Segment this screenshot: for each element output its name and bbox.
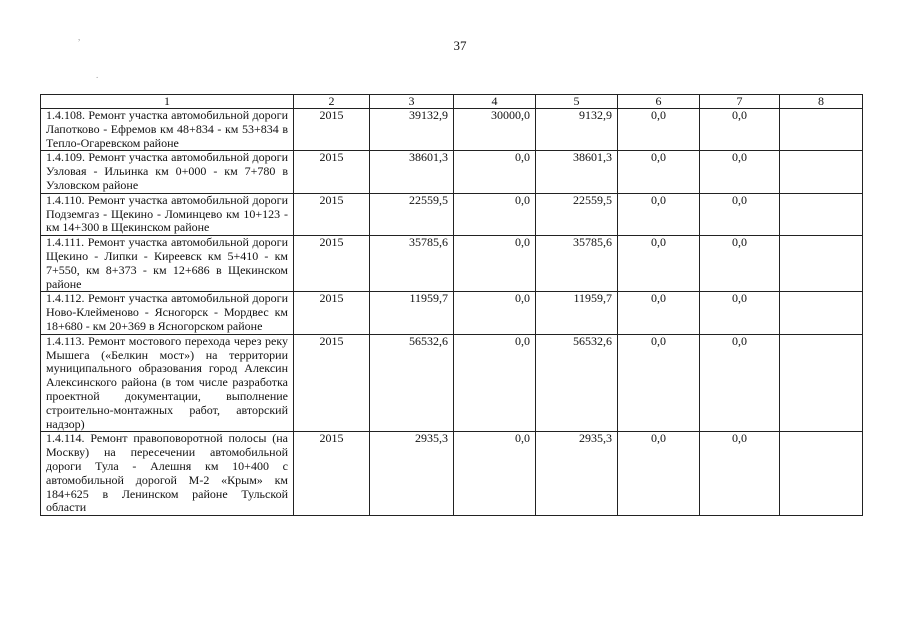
row-col6-value: 0,0	[618, 334, 700, 432]
row-col4-value: 0,0	[454, 236, 536, 292]
row-description: 1.4.112. Ремонт участка автомобильной дороги Ново-Клейменово - Ясногорск - Мордвес км 18+680 - км 20+369 в Ясногорском районе	[41, 292, 294, 334]
table-body	[41, 109, 863, 516]
table-row	[41, 193, 863, 235]
column-header: 5	[536, 95, 618, 109]
row-col8-value	[780, 109, 863, 151]
row-year: 2015	[294, 236, 370, 292]
row-col7-value: 0,0	[700, 292, 780, 334]
scan-speck: .	[96, 70, 99, 80]
column-header: 7	[700, 95, 780, 109]
table-row	[41, 334, 863, 432]
row-description: 1.4.109. Ремонт участка автомобильной дороги Узловая - Ильинка км 0+000 - км 7+780 в Узловском районе	[41, 151, 294, 193]
row-description: 1.4.110. Ремонт участка автомобильной дороги Подземгаз - Щекино - Ломинцево км 10+123 - км 14+300 в Щекинском районе	[41, 193, 294, 235]
row-col8-value	[780, 432, 863, 516]
row-col6-value: 0,0	[618, 151, 700, 193]
row-description: 1.4.113. Ремонт мостового перехода через реку Мышега («Белкин мост») на территории муниципального образования город Алексин Алексинского района (в том числе разработка проектной документации, выполнение строительно-монтажных работ, авторский надзор)	[41, 334, 294, 432]
table-row	[41, 109, 863, 151]
row-year: 2015	[294, 292, 370, 334]
row-description: 1.4.114. Ремонт правоповоротной полосы (на Москву) на пересечении автомобильной дороги Тула - Алешня км 10+400 с автомобильной дорогой М-2 «Крым» км 184+625 в Ленинском районе Тульской области	[41, 432, 294, 516]
row-col7-value: 0,0	[700, 193, 780, 235]
row-col8-value	[780, 236, 863, 292]
row-col5-value: 56532,6	[536, 334, 618, 432]
row-col8-value	[780, 292, 863, 334]
table-row	[41, 236, 863, 292]
budget-table	[40, 94, 863, 516]
column-header: 4	[454, 95, 536, 109]
row-col7-value: 0,0	[700, 109, 780, 151]
table-row	[41, 292, 863, 334]
row-col5-value: 11959,7	[536, 292, 618, 334]
column-header: 2	[294, 95, 370, 109]
column-header: 6	[618, 95, 700, 109]
row-year: 2015	[294, 109, 370, 151]
row-col7-value: 0,0	[700, 236, 780, 292]
row-col8-value	[780, 193, 863, 235]
row-col4-value: 0,0	[454, 292, 536, 334]
table-header	[41, 95, 863, 109]
row-col3-value: 35785,6	[370, 236, 454, 292]
row-col4-value: 0,0	[454, 334, 536, 432]
row-col3-value: 22559,5	[370, 193, 454, 235]
header-row	[41, 95, 863, 109]
row-col3-value: 2935,3	[370, 432, 454, 516]
row-year: 2015	[294, 151, 370, 193]
row-year: 2015	[294, 193, 370, 235]
row-col6-value: 0,0	[618, 193, 700, 235]
row-col5-value: 9132,9	[536, 109, 618, 151]
row-col6-value: 0,0	[618, 109, 700, 151]
row-year: 2015	[294, 334, 370, 432]
column-header: 3	[370, 95, 454, 109]
row-col7-value: 0,0	[700, 432, 780, 516]
page-number: 37	[453, 38, 467, 53]
row-col6-value: 0,0	[618, 432, 700, 516]
row-col8-value	[780, 334, 863, 432]
row-col6-value: 0,0	[618, 236, 700, 292]
column-header: 1	[41, 95, 294, 109]
row-col4-value: 0,0	[454, 151, 536, 193]
row-col3-value: 38601,3	[370, 151, 454, 193]
row-col8-value	[780, 151, 863, 193]
row-col5-value: 2935,3	[536, 432, 618, 516]
row-col4-value: 30000,0	[454, 109, 536, 151]
row-col3-value: 39132,9	[370, 109, 454, 151]
column-header: 8	[780, 95, 863, 109]
table-row	[41, 151, 863, 193]
scan-speck: ,	[78, 32, 81, 42]
row-year: 2015	[294, 432, 370, 516]
table-row	[41, 432, 863, 516]
row-col6-value: 0,0	[618, 292, 700, 334]
row-description: 1.4.108. Ремонт участка автомобильной дороги Лапотково - Ефремов км 48+834 - км 53+834 в Тепло-Огаревском районе	[41, 109, 294, 151]
row-col3-value: 11959,7	[370, 292, 454, 334]
row-col4-value: 0,0	[454, 432, 536, 516]
row-col5-value: 35785,6	[536, 236, 618, 292]
row-col5-value: 38601,3	[536, 151, 618, 193]
row-description: 1.4.111. Ремонт участка автомобильной дороги Щекино - Липки - Киреевск км 5+410 - км 7+550, км 8+373 - км 12+686 в Щекинском районе	[41, 236, 294, 292]
row-col5-value: 22559,5	[536, 193, 618, 235]
row-col4-value: 0,0	[454, 193, 536, 235]
row-col7-value: 0,0	[700, 151, 780, 193]
row-col3-value: 56532,6	[370, 334, 454, 432]
row-col7-value: 0,0	[700, 334, 780, 432]
